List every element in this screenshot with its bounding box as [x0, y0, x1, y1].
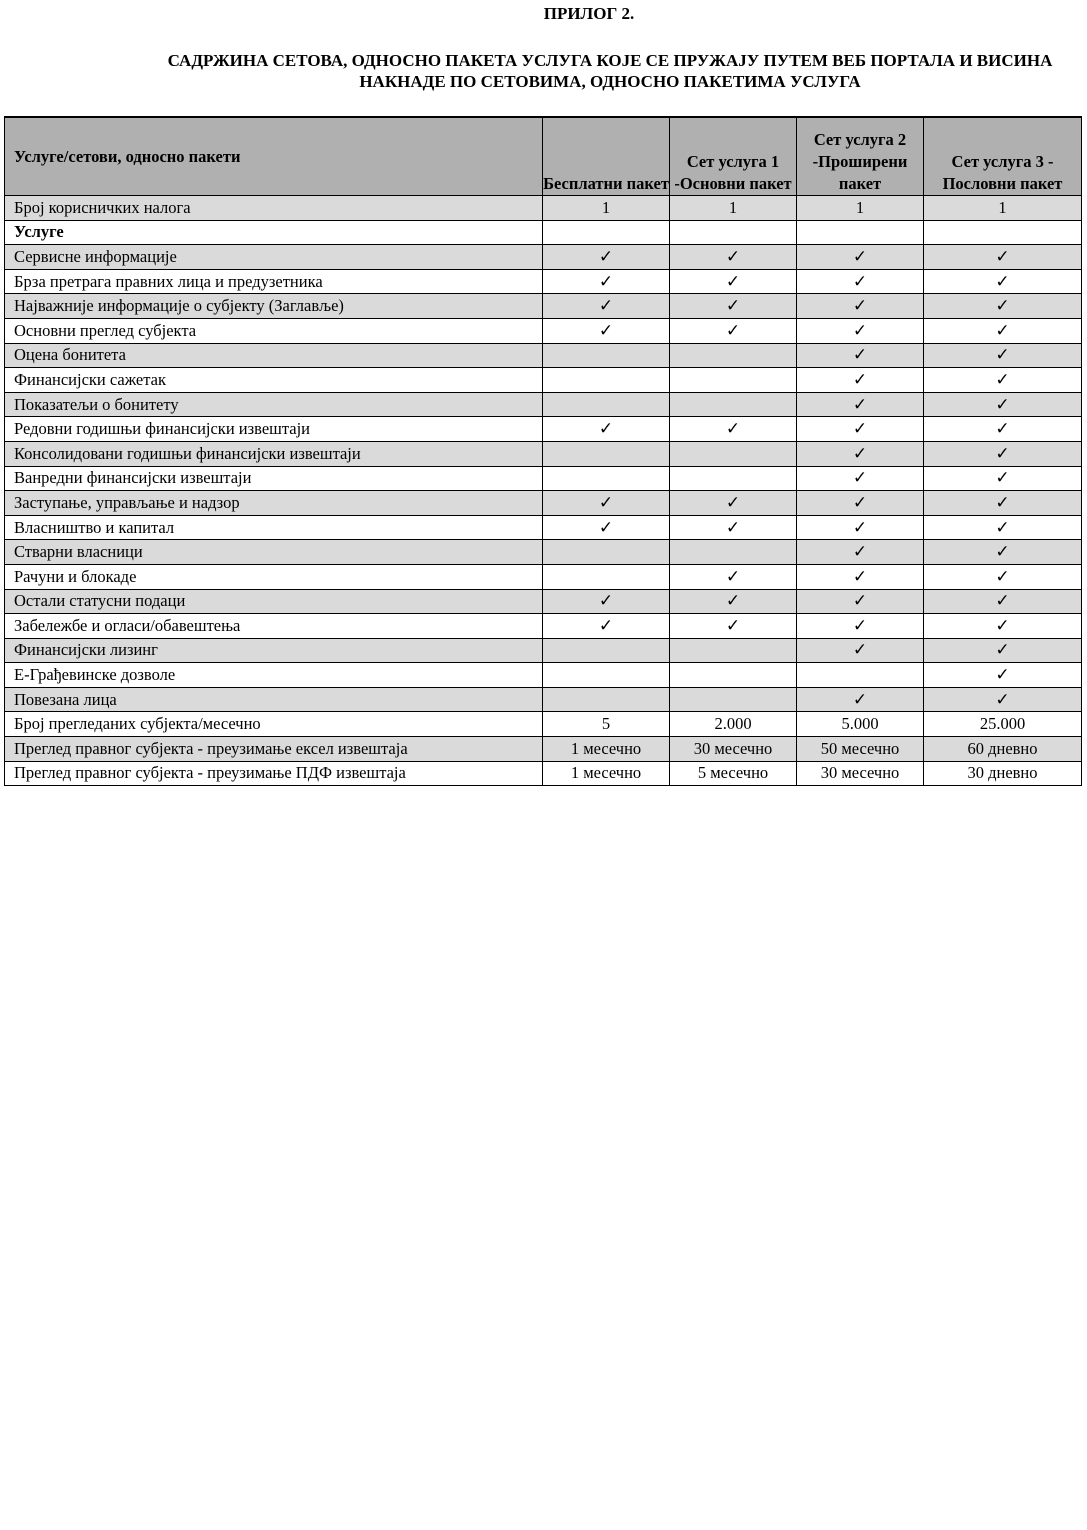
check-icon [797, 392, 924, 417]
check-icon-glyph: ✓ [725, 492, 741, 513]
cell-extended [797, 220, 924, 245]
check-icon-glyph: ✓ [852, 492, 868, 513]
row-label: Остали статусни подаци [5, 589, 543, 614]
row-label: Ванредни финансијски извештаји [5, 466, 543, 491]
table-row [5, 663, 1082, 688]
header-services: Услуге/сетови, односно пакети [5, 117, 543, 196]
check-icon-glyph: ✓ [995, 394, 1010, 415]
check-icon-glyph: ✓ [995, 271, 1010, 292]
row-label: Власништво и капитал [5, 515, 543, 540]
check-icon-glyph: ✓ [598, 419, 614, 440]
row-label: Редовни годишњи финансијски извештаји [5, 417, 543, 442]
check-icon-glyph: ✓ [852, 345, 868, 366]
cell-free: 1 месечно [543, 737, 670, 762]
check-icon-glyph: ✓ [852, 369, 868, 390]
row-label: Преглед правног субјекта - преузимање ПДФ извештаја [5, 761, 543, 786]
header-package-basic: Сет услуга 1 -Основни пакет [670, 117, 797, 196]
row-label: Заступање, управљање и надзор [5, 491, 543, 516]
check-icon-glyph: ✓ [725, 615, 741, 636]
check-icon [924, 638, 1082, 663]
check-icon-glyph: ✓ [995, 689, 1010, 710]
check-icon-glyph: ✓ [852, 615, 868, 636]
check-icon-glyph: ✓ [725, 271, 741, 292]
check-icon-glyph: ✓ [852, 566, 868, 587]
check-icon [543, 245, 670, 270]
check-icon [797, 540, 924, 565]
table-row [5, 491, 1082, 516]
check-icon [670, 491, 797, 516]
check-icon [543, 318, 670, 343]
check-icon [797, 589, 924, 614]
table-row [5, 417, 1082, 442]
check-icon [543, 417, 670, 442]
check-icon-glyph: ✓ [852, 394, 868, 415]
cell-basic: 5 месечно [670, 761, 797, 786]
check-icon-glyph: ✓ [598, 320, 614, 341]
table-row [5, 540, 1082, 565]
table-row [5, 466, 1082, 491]
check-icon-glyph: ✓ [725, 296, 741, 317]
check-icon-glyph: ✓ [995, 246, 1010, 267]
cell-free [543, 392, 670, 417]
table-row [5, 614, 1082, 639]
table-row [5, 515, 1082, 540]
row-label: Најважније информације о субјекту (Заглавље) [5, 294, 543, 319]
table-row [5, 343, 1082, 368]
cell-free [543, 663, 670, 688]
table-row [5, 220, 1082, 245]
check-icon [797, 491, 924, 516]
check-icon-glyph: ✓ [995, 615, 1010, 636]
check-icon-glyph: ✓ [995, 591, 1010, 612]
check-icon [924, 392, 1082, 417]
row-label: Стварни власници [5, 540, 543, 565]
cell-business: 30 дневно [924, 761, 1082, 786]
check-icon [924, 614, 1082, 639]
table-row [5, 392, 1082, 417]
annex-label: ПРИЛОГ 2. [543, 4, 635, 23]
row-label: Повезана лица [5, 687, 543, 712]
check-icon [797, 614, 924, 639]
cell-free [543, 220, 670, 245]
check-icon [797, 687, 924, 712]
check-icon [670, 269, 797, 294]
check-icon [670, 564, 797, 589]
services-table [4, 116, 1082, 786]
check-icon-glyph: ✓ [852, 517, 868, 538]
check-icon-glyph: ✓ [725, 320, 741, 341]
check-icon-glyph: ✓ [852, 542, 868, 563]
check-icon [543, 614, 670, 639]
table-row [5, 196, 1082, 221]
table-row [5, 712, 1082, 737]
check-icon-glyph: ✓ [852, 443, 868, 464]
check-icon [924, 269, 1082, 294]
check-icon-glyph: ✓ [995, 320, 1010, 341]
check-icon-glyph: ✓ [852, 320, 868, 341]
cell-extended [797, 663, 924, 688]
cell-basic [670, 392, 797, 417]
table-row [5, 761, 1082, 786]
check-icon [924, 318, 1082, 343]
check-icon [797, 466, 924, 491]
check-icon-glyph: ✓ [995, 419, 1010, 440]
check-icon-glyph: ✓ [995, 517, 1010, 538]
check-icon [924, 245, 1082, 270]
check-icon [924, 368, 1082, 393]
cell-basic [670, 687, 797, 712]
check-icon [924, 540, 1082, 565]
table-row [5, 245, 1082, 270]
document-title [60, 50, 1087, 92]
table-row [5, 441, 1082, 466]
table-row [5, 294, 1082, 319]
header-package-free: Бесплатни пакет [543, 117, 670, 196]
check-icon-glyph: ✓ [852, 591, 868, 612]
cell-extended: 5.000 [797, 712, 924, 737]
check-icon-glyph: ✓ [995, 492, 1010, 513]
check-icon-glyph: ✓ [598, 615, 614, 636]
table-row [5, 687, 1082, 712]
check-icon-glyph: ✓ [852, 468, 868, 489]
row-label: Сервисне информације [5, 245, 543, 270]
cell-free [543, 368, 670, 393]
check-icon [924, 515, 1082, 540]
header-package-business: Сет услуга 3 - Пословни пакет [924, 117, 1082, 196]
cell-extended: 50 месечно [797, 737, 924, 762]
table-row [5, 269, 1082, 294]
cell-basic [670, 441, 797, 466]
cell-extended: 1 [797, 196, 924, 221]
check-icon [670, 294, 797, 319]
cell-basic [670, 466, 797, 491]
table-row [5, 318, 1082, 343]
check-icon-glyph: ✓ [598, 517, 614, 538]
document-title-line-1: САДРЖИНА СЕТОВА, ОДНОСНО ПАКЕТА УСЛУГА КОЈЕ СЕ ПРУЖАЈУ ПУТЕМ ВЕБ ПОРТАЛА И ВИСИНА [167, 51, 1053, 70]
check-icon [924, 589, 1082, 614]
check-icon [924, 417, 1082, 442]
check-icon-glyph: ✓ [598, 492, 614, 513]
check-icon-glyph: ✓ [995, 640, 1010, 661]
check-icon-glyph: ✓ [852, 271, 868, 292]
check-icon [543, 515, 670, 540]
cell-basic [670, 638, 797, 663]
table-row [5, 564, 1082, 589]
cell-business [924, 220, 1082, 245]
row-label: Финансијски сажетак [5, 368, 543, 393]
check-icon [797, 245, 924, 270]
check-icon [543, 269, 670, 294]
check-icon-glyph: ✓ [598, 591, 614, 612]
check-icon [924, 687, 1082, 712]
check-icon-glyph: ✓ [995, 665, 1010, 686]
cell-basic [670, 540, 797, 565]
check-icon [670, 318, 797, 343]
row-label: Основни преглед субјекта [5, 318, 543, 343]
cell-business: 1 [924, 196, 1082, 221]
cell-free: 1 [543, 196, 670, 221]
check-icon [670, 515, 797, 540]
check-icon [797, 441, 924, 466]
check-icon [924, 441, 1082, 466]
check-icon [797, 318, 924, 343]
row-label: Е-Грађевинске дозволе [5, 663, 543, 688]
cell-basic [670, 663, 797, 688]
cell-basic [670, 368, 797, 393]
check-icon [797, 294, 924, 319]
row-label: Финансијски лизинг [5, 638, 543, 663]
cell-free [543, 638, 670, 663]
check-icon [924, 466, 1082, 491]
check-icon-glyph: ✓ [852, 640, 868, 661]
cell-basic [670, 220, 797, 245]
check-icon-glyph: ✓ [852, 419, 868, 440]
check-icon [924, 564, 1082, 589]
cell-basic: 2.000 [670, 712, 797, 737]
cell-free: 5 [543, 712, 670, 737]
cell-free [543, 441, 670, 466]
check-icon [670, 417, 797, 442]
row-label: Услуге [5, 220, 543, 245]
check-icon-glyph: ✓ [598, 246, 614, 267]
check-icon-glyph: ✓ [725, 246, 741, 267]
check-icon-glyph: ✓ [598, 271, 614, 292]
row-label: Показатељи о бонитету [5, 392, 543, 417]
cell-basic: 1 [670, 196, 797, 221]
table-body [5, 196, 1082, 786]
row-label: Број прегледаних субјекта/месечно [5, 712, 543, 737]
check-icon-glyph: ✓ [995, 369, 1010, 390]
cell-free [543, 687, 670, 712]
row-label: Забележбе и огласи/обавештења [5, 614, 543, 639]
check-icon [924, 343, 1082, 368]
check-icon-glyph: ✓ [852, 689, 868, 710]
check-icon-glyph: ✓ [725, 517, 741, 538]
check-icon [797, 564, 924, 589]
check-icon [924, 294, 1082, 319]
check-icon-glyph: ✓ [725, 419, 741, 440]
table-row [5, 638, 1082, 663]
table-row [5, 589, 1082, 614]
row-label: Преглед правног субјекта - преузимање ексел извештаја [5, 737, 543, 762]
document-title-line-2: НАКНАДЕ ПО СЕТОВИМА, ОДНОСНО ПАКЕТИМА УСЛУГА [359, 72, 861, 91]
check-icon [924, 663, 1082, 688]
check-icon [543, 491, 670, 516]
cell-free: 1 месечно [543, 761, 670, 786]
cell-business: 60 дневно [924, 737, 1082, 762]
check-icon [797, 417, 924, 442]
check-icon [797, 515, 924, 540]
check-icon [670, 614, 797, 639]
check-icon [670, 589, 797, 614]
check-icon-glyph: ✓ [725, 566, 741, 587]
row-label: Рачуни и блокаде [5, 564, 543, 589]
check-icon [797, 368, 924, 393]
check-icon [543, 294, 670, 319]
cell-business: 25.000 [924, 712, 1082, 737]
check-icon [670, 245, 797, 270]
check-icon-glyph: ✓ [995, 443, 1010, 464]
check-icon-glyph: ✓ [598, 296, 614, 317]
cell-free [543, 564, 670, 589]
check-icon-glyph: ✓ [852, 296, 868, 317]
header-package-extended: Сет услуга 2 -Проширени пакет [797, 117, 924, 196]
check-icon-glyph: ✓ [725, 591, 741, 612]
table-header-row [5, 117, 1082, 196]
table-row [5, 737, 1082, 762]
check-icon [543, 589, 670, 614]
check-icon-glyph: ✓ [995, 542, 1010, 563]
check-icon [797, 343, 924, 368]
check-icon-glyph: ✓ [995, 566, 1010, 587]
check-icon [797, 638, 924, 663]
cell-free [543, 466, 670, 491]
cell-basic: 30 месечно [670, 737, 797, 762]
cell-free [543, 540, 670, 565]
table-row [5, 368, 1082, 393]
check-icon-glyph: ✓ [852, 246, 868, 267]
row-label: Оцена бонитета [5, 343, 543, 368]
row-label: Брза претрага правних лица и предузетника [5, 269, 543, 294]
cell-extended: 30 месечно [797, 761, 924, 786]
check-icon-glyph: ✓ [995, 345, 1010, 366]
check-icon [924, 491, 1082, 516]
row-label: Број корисничких налога [5, 196, 543, 221]
check-icon [797, 269, 924, 294]
check-icon-glyph: ✓ [995, 296, 1010, 317]
check-icon-glyph: ✓ [995, 468, 1010, 489]
cell-free [543, 343, 670, 368]
row-label: Консолидовани годишњи финансијски извештаји [5, 441, 543, 466]
cell-basic [670, 343, 797, 368]
